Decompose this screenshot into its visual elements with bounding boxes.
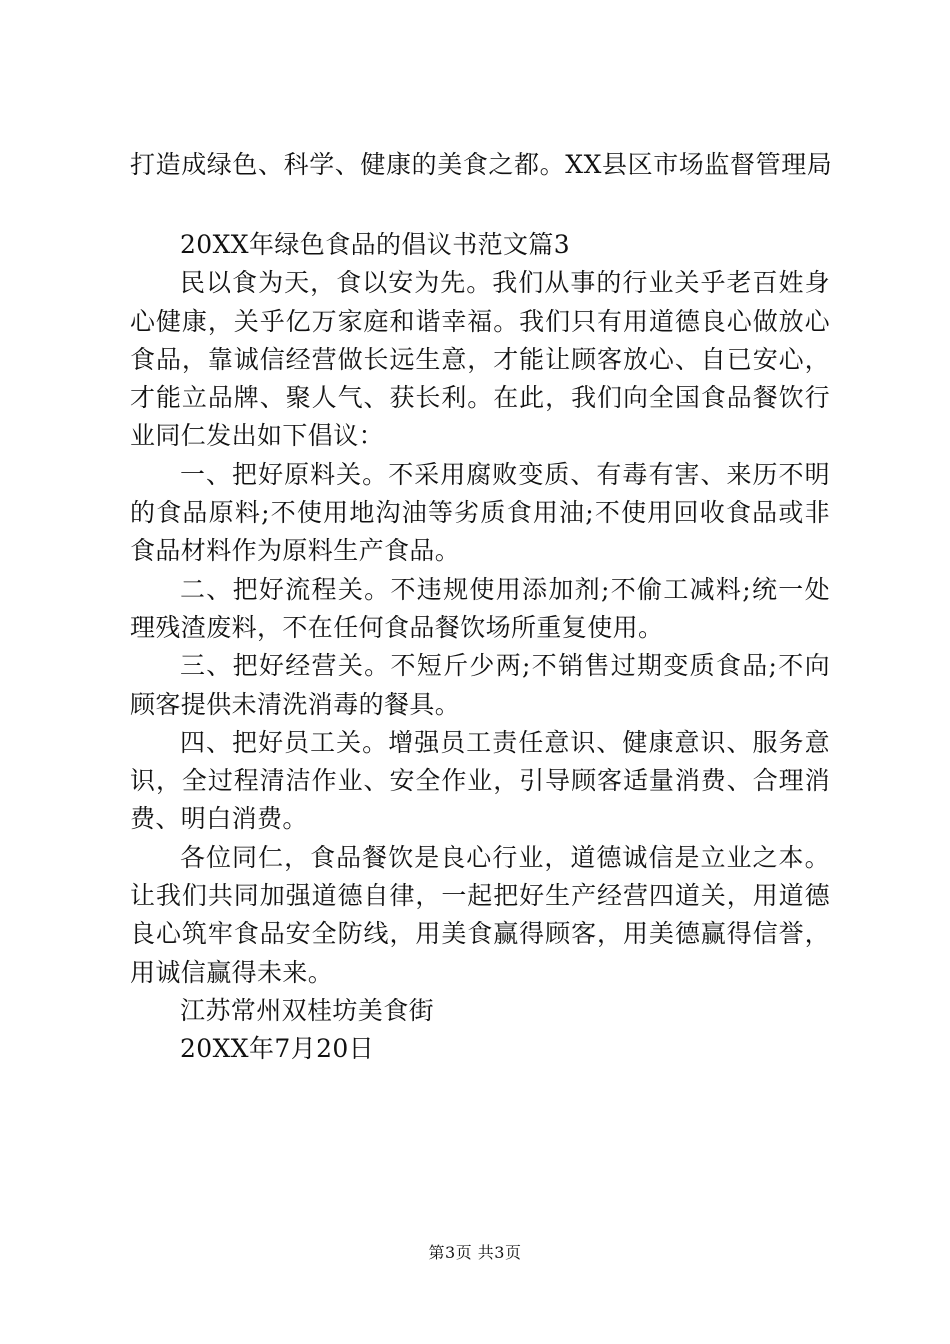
signature: 江苏常州双桂坊美食街: [180, 995, 435, 1025]
document-date: 20XX年7月20日: [180, 1034, 375, 1064]
document-body: [130, 226, 830, 1069]
paragraph-item-3: 三、把好经营关。不短斤少两;不销售过期变质食品;不向顾客提供未清洗消毒的餐具。: [130, 651, 830, 719]
paragraph-item-2: 二、把好流程关。不违规使用添加剂;不偷工减料;统一处理残渣废料，不在任何食品餐饮场所重复使用。: [130, 574, 830, 642]
paragraph-item-1: 一、把好原料关。不采用腐败变质、有毒有害、来历不明的食品原料;不使用地沟油等劣质食用油;不使用回收食品或非食品材料作为原料生产食品。: [130, 459, 830, 566]
section-title: 20XX年绿色食品的倡议书范文篇3: [180, 230, 571, 259]
paragraph-item-4: 四、把好员工关。增强员工责任意识、健康意识、服务意识，全过程清洁作业、安全作业，引导顾客适量消费、合理消费、明白消费。: [130, 727, 830, 834]
paragraph-intro: 民以食为天，食以安为先。我们从事的行业关乎老百姓身心健康，关乎亿万家庭和谐幸福。我们只有用道德良心做放心食品，靠诚信经营做长远生意，才能让顾客放心、自已安心，才能立品牌、聚人气、获长利。在此，我们向全国食品餐饮行业同仁发出如下倡议：: [130, 268, 830, 451]
paragraph-closing: 各位同仁，食品餐饮是良心行业，道德诚信是立业之本。让我们共同加强道德自律，一起把好生产经营四道关，用道德良心筑牢食品安全防线，用美食赢得顾客，用美德赢得信誉，用诚信赢得未来。: [130, 842, 830, 987]
page-footer: 第3页 共3页: [428, 1243, 522, 1262]
continued-text-line: 打造成绿色、科学、健康的美食之都。XX县区市场监督管理局: [130, 150, 833, 179]
